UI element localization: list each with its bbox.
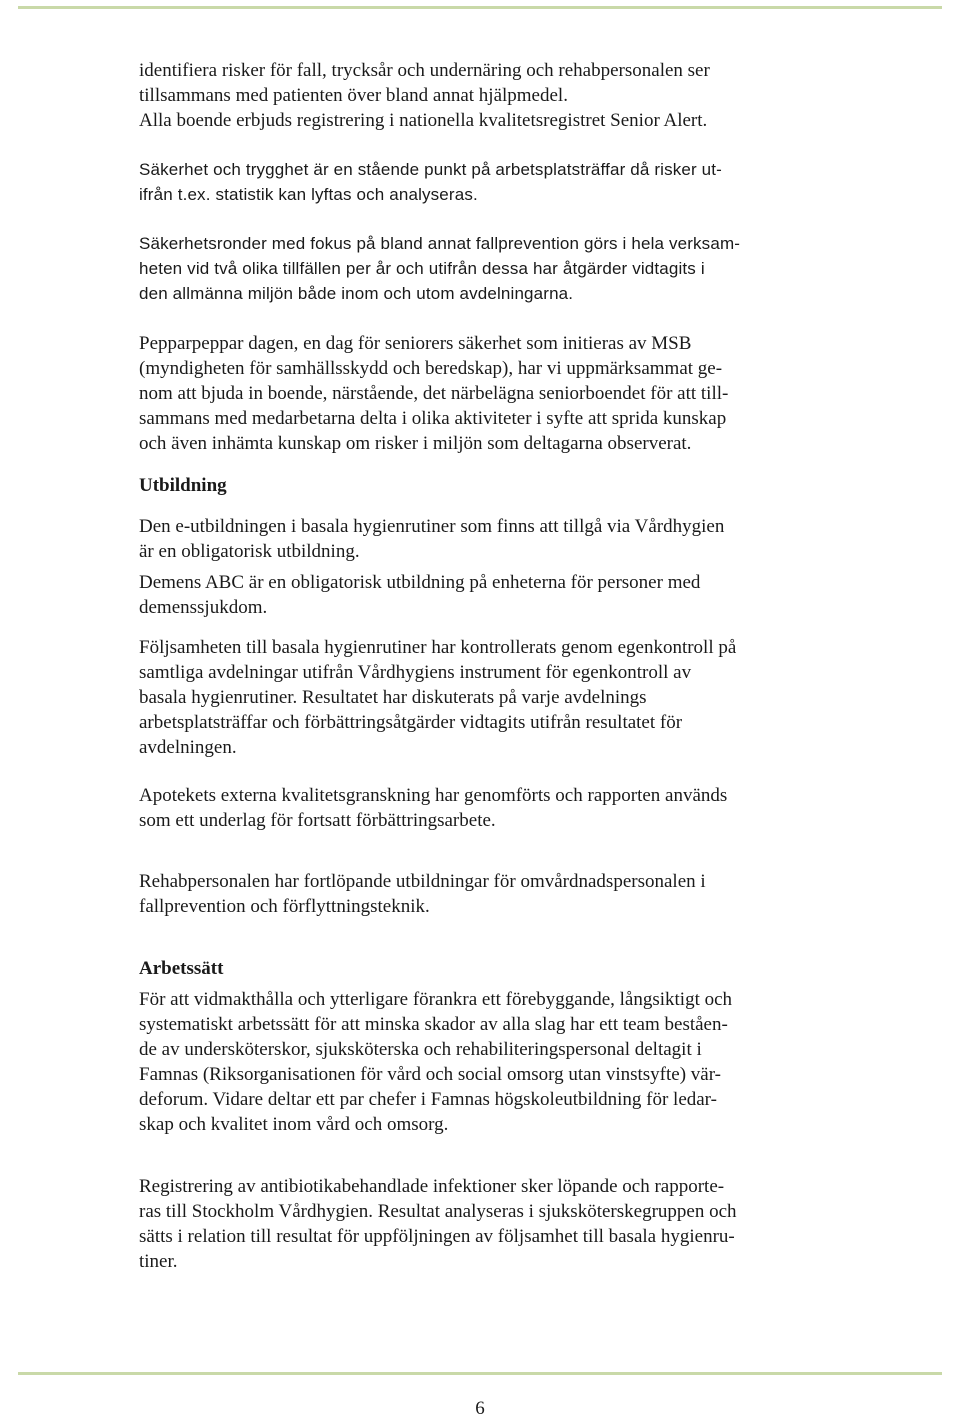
paragraph-demens-abc bbox=[139, 570, 839, 620]
paragraph-pepparpeppar-day bbox=[139, 331, 839, 456]
text-line: Demens ABC är en obligatorisk utbildning på enheterna för personer med bbox=[139, 572, 701, 593]
paragraph-hygiene-compliance bbox=[139, 635, 839, 760]
text-line: För att vidmakthålla och ytterligare förankra ett förebyggande, långsiktigt och bbox=[139, 989, 733, 1010]
text-line: Den e-utbildningen i basala hygienrutiner som finns att tillgå via Vårdhygien bbox=[139, 516, 725, 537]
text-line: Säkerhetsronder med fokus på bland annat fallprevention görs i hela verksam- bbox=[139, 234, 741, 253]
text-line: Pepparpeppar dagen, en dag för seniorers säkerhet som initieras av MSB bbox=[139, 333, 692, 354]
text-line: är en obligatorisk utbildning. bbox=[139, 541, 360, 562]
text-line: nom att bjuda in boende, närstående, det närbelägna seniorboendet för att till- bbox=[139, 383, 729, 404]
text-line: identifiera risker för fall, trycksår och undernäring och rehabpersonalen ser bbox=[139, 60, 710, 81]
text-line: som ett underlag för fortsatt förbättringsarbete. bbox=[139, 810, 496, 831]
document-body bbox=[139, 58, 839, 1274]
text-line: (myndigheten för samhällsskydd och beredskap), har vi uppmärksammat ge- bbox=[139, 358, 723, 379]
page-number: 6 bbox=[475, 1398, 485, 1419]
text-line: ras till Stockholm Vårdhygien. Resultat analyseras i sjuksköterskegruppen och bbox=[139, 1201, 737, 1222]
paragraph-safety-meetings bbox=[139, 157, 839, 207]
text-line: Alla boende erbjuds registrering i nationella kvalitetsregistret Senior Alert. bbox=[139, 110, 708, 131]
text-line: systematiskt arbetssätt för att minska skador av alla slag har ett team beståen- bbox=[139, 1014, 728, 1035]
paragraph-famna-forum bbox=[139, 987, 839, 1137]
section-heading-arbetssatt: Arbetssätt bbox=[139, 958, 224, 979]
text-line: sätts i relation till resultat för uppföljningen av följsamhet till basala hygienru- bbox=[139, 1226, 735, 1247]
text-line: tillsammans med patienten över bland annat hjälpmedel. bbox=[139, 85, 568, 106]
text-line: skap och kvalitet inom vård och omsorg. bbox=[139, 1114, 449, 1135]
text-line: Registrering av antibiotikabehandlade infektioner sker löpande och rapporte- bbox=[139, 1176, 725, 1197]
text-line: Rehabpersonalen har fortlöpande utbildningar för omvårdnadspersonalen i bbox=[139, 871, 706, 892]
section-heading-utbildning: Utbildning bbox=[139, 475, 227, 496]
text-line: deforum. Vidare deltar ett par chefer i Famnas högskoleutbildning för ledar- bbox=[139, 1089, 717, 1110]
text-line: demenssjukdom. bbox=[139, 597, 268, 618]
paragraph-pharmacy-review bbox=[139, 783, 839, 833]
text-line: den allmänna miljön både inom och utom avdelningarna. bbox=[139, 284, 574, 303]
text-line: Apotekets externa kvalitetsgranskning har genomförts och rapporten används bbox=[139, 785, 728, 806]
text-line: heten vid två olika tillfällen per år och utifrån dessa har åtgärder vidtagits i bbox=[139, 259, 705, 278]
paragraph-antibiotic-registration bbox=[139, 1174, 839, 1274]
paragraph-e-learning bbox=[139, 514, 839, 564]
text-line: ifrån t.ex. statistik kan lyftas och analyseras. bbox=[139, 185, 478, 204]
paragraph-risk-assessment bbox=[139, 58, 839, 133]
text-line: avdelningen. bbox=[139, 737, 237, 758]
text-line: sammans med medarbetarna delta i olika aktiviteter i syfte att sprida kunskap bbox=[139, 408, 727, 429]
text-line: samtliga avdelningar utifrån Vårdhygiens instrument för egenkontroll av bbox=[139, 662, 692, 683]
text-line: arbetsplatsträffar och förbättringsåtgärder vidtagits utifrån resultatet för bbox=[139, 712, 683, 733]
text-line: Följsamheten till basala hygienrutiner har kontrollerats genom egenkontroll på bbox=[139, 637, 737, 658]
text-line: basala hygienrutiner. Resultatet har diskuterats på varje avdelnings bbox=[139, 687, 647, 708]
header-rule bbox=[18, 6, 942, 9]
text-line: Famnas (Riksorganisationen för vård och social omsorg utan vinstsyfte) vär- bbox=[139, 1064, 721, 1085]
footer-rule bbox=[18, 1372, 942, 1375]
text-line: de av undersköterskor, sjuksköterska och rehabiliteringspersonal deltagit i bbox=[139, 1039, 702, 1060]
text-line: och även inhämta kunskap om risker i miljön som deltagarna observerat. bbox=[139, 433, 692, 454]
paragraph-safety-rounds bbox=[139, 231, 839, 306]
text-line: fallprevention och förflyttningsteknik. bbox=[139, 896, 430, 917]
text-line: tiner. bbox=[139, 1251, 178, 1272]
paragraph-rehab-training bbox=[139, 869, 839, 919]
text-line: Säkerhet och trygghet är en stående punkt på arbetsplatsträffar då risker ut- bbox=[139, 160, 722, 179]
